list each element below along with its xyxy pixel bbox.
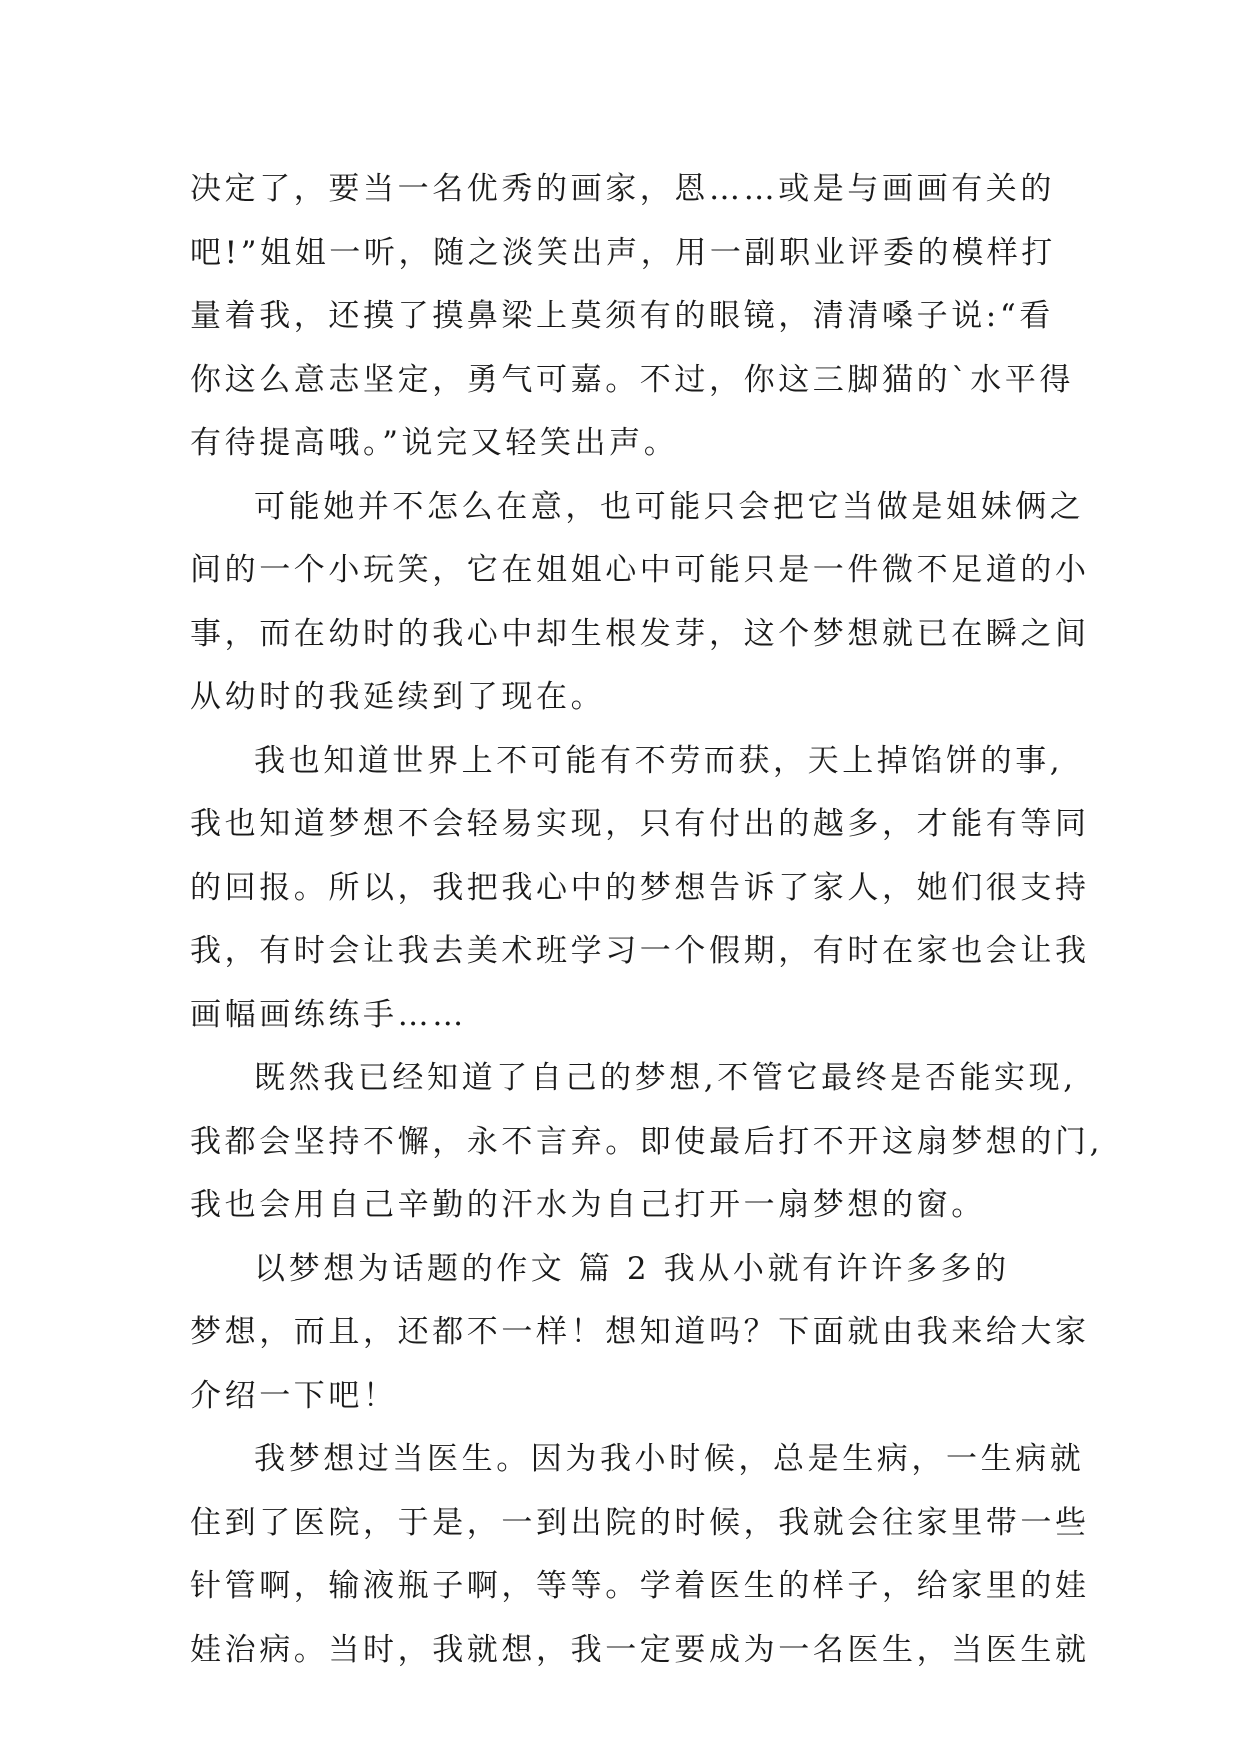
paragraph (190, 730, 1090, 1048)
text-line: 有待提高哦。”说完又轻笑出声。 (190, 425, 679, 461)
paragraph (190, 1238, 1090, 1429)
text-line: 量着我，还摸了摸鼻梁上莫须有的眼镜，清清嗓子说:“看 (190, 298, 1054, 334)
text-line: 我，有时会让我去美术班学习一个假期，有时在家也会让我 (190, 933, 1090, 969)
text-line: 从幼时的我延续到了现在。 (190, 679, 606, 715)
paragraph (190, 476, 1090, 730)
text-line: 我也知道世界上不可能有不劳而获，天上掉馅饼的事, (254, 742, 1064, 779)
text-line: 决定了，要当一名优秀的画家，恩……或是与画画有关的 (190, 171, 1055, 207)
text-line: 事，而在幼时的我心中却生根发芽，这个梦想就已在瞬之间 (190, 615, 1090, 652)
text-line: 我也知道梦想不会轻易实现，只有付出的越多，才能有等同 (190, 806, 1090, 842)
text-line: 住到了医院，于是，一到出院的时候，我就会往家里带一些 (190, 1504, 1090, 1541)
text-line: 娃治病。当时，我就想，我一定要成为一名医生，当医生就 (190, 1631, 1090, 1668)
text-line: 梦想，而且，还都不一样！想知道吗？下面就由我来给大家 (190, 1314, 1090, 1350)
paragraph (190, 1047, 1104, 1238)
text-line: 我梦想过当医生。因为我小时候，总是生病，一生病就 (254, 1441, 1085, 1477)
text-line: 既然我已经知道了自己的梦想,不管它最终是否能实现, (254, 1060, 1077, 1096)
document-body (190, 158, 1104, 1682)
text-line: 以梦想为话题的作文 篇 2 我从小就有许许多多的 (254, 1250, 1010, 1287)
text-line: 我也会用自己辛勤的汗水为自己打开一扇梦想的窗。 (190, 1187, 986, 1223)
paragraph (190, 1428, 1090, 1682)
paragraph (190, 158, 1075, 476)
text-line: 画幅画练练手…… (190, 996, 467, 1033)
text-line: 可能她并不怎么在意，也可能只会把它当做是姐妹俩之 (254, 488, 1085, 525)
text-line: 你这么意志坚定，勇气可嘉。不过，你这三脚猫的`水平得 (190, 361, 1075, 398)
text-line: 介绍一下吧！ (190, 1377, 398, 1414)
text-line: 我都会坚持不懈，永不言弃。即使最后打不开这扇梦想的门, (190, 1123, 1104, 1160)
text-line: 间的一个小玩笑，它在姐姐心中可能只是一件微不足道的小 (190, 552, 1090, 588)
text-line: 针管啊，输液瓶子啊，等等。学着医生的样子，给家里的娃 (190, 1568, 1090, 1604)
text-line: 吧!”姐姐一听，随之淡笑出声，用一副职业评委的模样打 (190, 234, 1056, 271)
text-line: 的回报。所以，我把我心中的梦想告诉了家人，她们很支持 (190, 869, 1090, 906)
